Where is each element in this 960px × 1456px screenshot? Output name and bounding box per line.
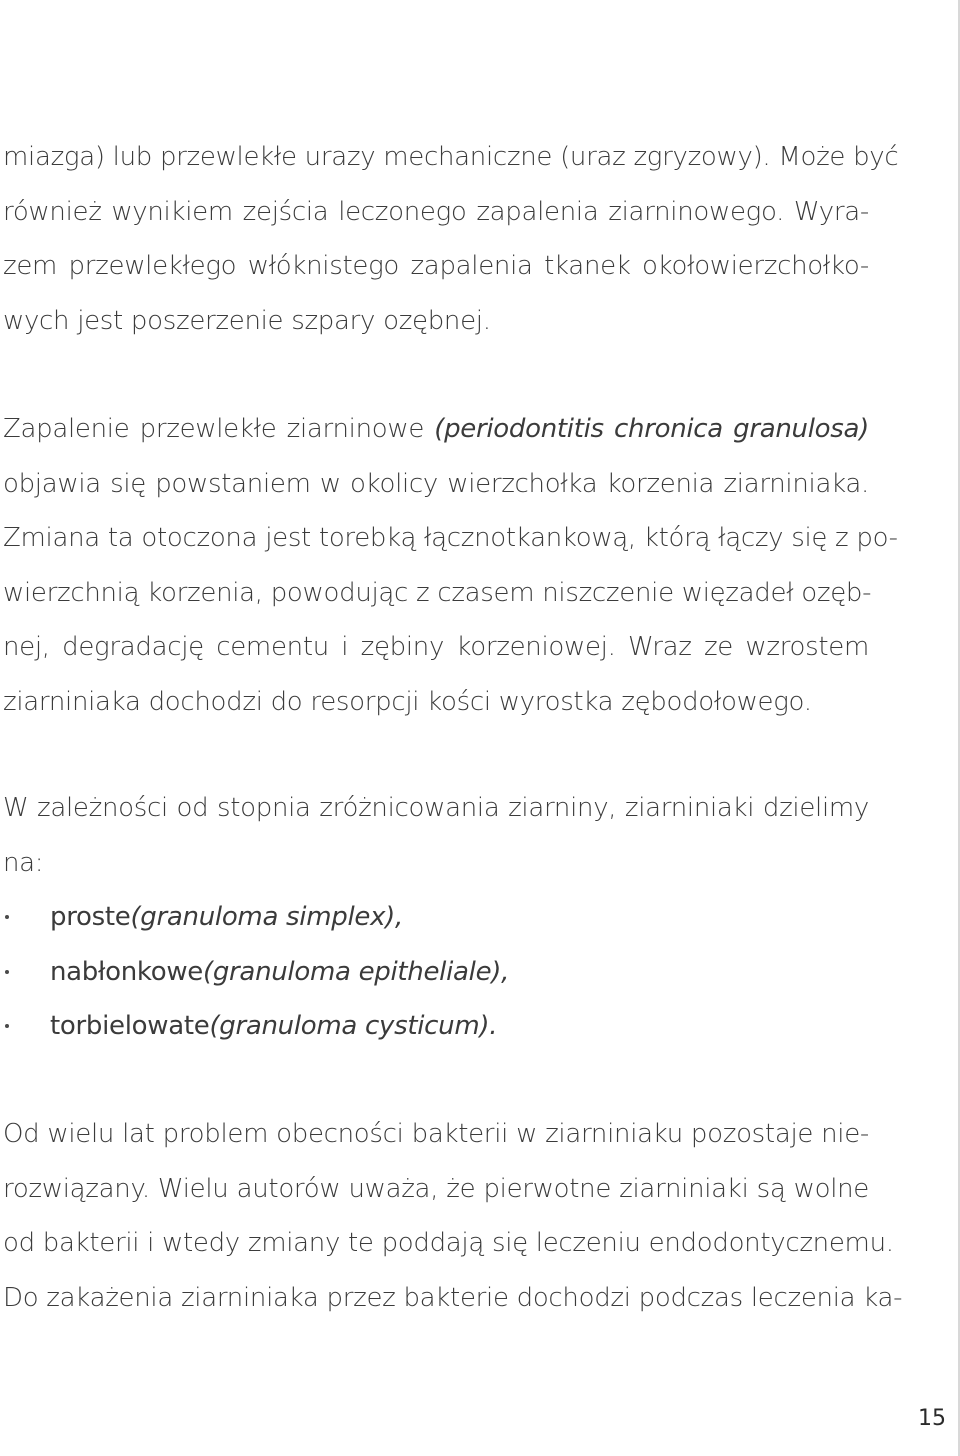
text-line: ziarniniaka dochodzi do resorpcji kości wyrostka zębodołowego. [3,686,812,717]
page-number: 15 [918,1406,946,1431]
bullet-list [3,890,869,1054]
latin-term: (granuloma cysticum). [209,1011,498,1041]
bullet-icon [3,945,50,1000]
latin-term: (granuloma epitheliale), [203,956,510,987]
text-line: Zmiana ta otoczona jest torebką łącznotkankową, którą łączy się z po- [3,523,898,553]
text-line: Od wielu lat problem obecności bakterii w ziarniniaku pozostaje nie- [3,1119,869,1149]
latin-term: (granuloma simplex), [130,902,403,932]
bullet-icon [3,890,50,945]
list-item-term: nabłonkowe [50,956,203,987]
text-line: wych jest poszerzenie szpary ozębnej. [3,305,491,336]
text-line: miazga) lub przewlekłe urazy mechaniczne (uraz zgryzowy). Może być [3,142,899,172]
text-line: również wynikiem zejścia leczonego zapalenia ziarninowego. Wyra- [3,196,869,227]
text-line: na: [3,847,44,878]
paragraph-4 [3,1107,903,1325]
text-line [3,402,869,457]
text-line: nej, degradację cementu i zębiny korzeniowej. Wraz ze wzrostem [3,632,869,662]
text-line: od bakterii i wtedy zmiany te poddają się leczeniu endodontycznemu. [3,1228,894,1258]
text-line: objawia się powstaniem w okolicy wierzchołka korzenia ziarniniaka. [3,468,869,499]
list-item-term: proste [50,902,131,932]
list-item-term: torbielowate [50,1011,210,1041]
text-line: wierzchnią korzenia, powodując z czasem niszczenie więzadeł ozęb- [3,577,872,608]
text-line: rozwiązany. Wielu autorów uważa, że pierwotne ziarniniaki są wolne [3,1173,869,1204]
text-run: Zapalenie przewlekłe ziarninowe [3,414,435,444]
latin-term: (periodontitis chronica granulosa) [434,414,869,444]
paragraph-3 [3,781,869,890]
text-line: zem przewlekłego włóknistego zapalenia tkanek okołowierzchołko- [3,251,869,281]
text-line: W zależności od stopnia zróżnicowania ziarniny, ziarniniaki dzielimy [3,793,869,823]
list-item [3,999,869,1054]
list-item [3,890,869,945]
paragraph-2 [3,402,898,729]
text-line: Do zakażenia ziarniniaka przez bakterie dochodzi podczas leczenia ka- [3,1282,903,1313]
list-item [3,945,869,1000]
paragraph-1 [3,130,899,348]
bullet-icon [3,999,50,1054]
